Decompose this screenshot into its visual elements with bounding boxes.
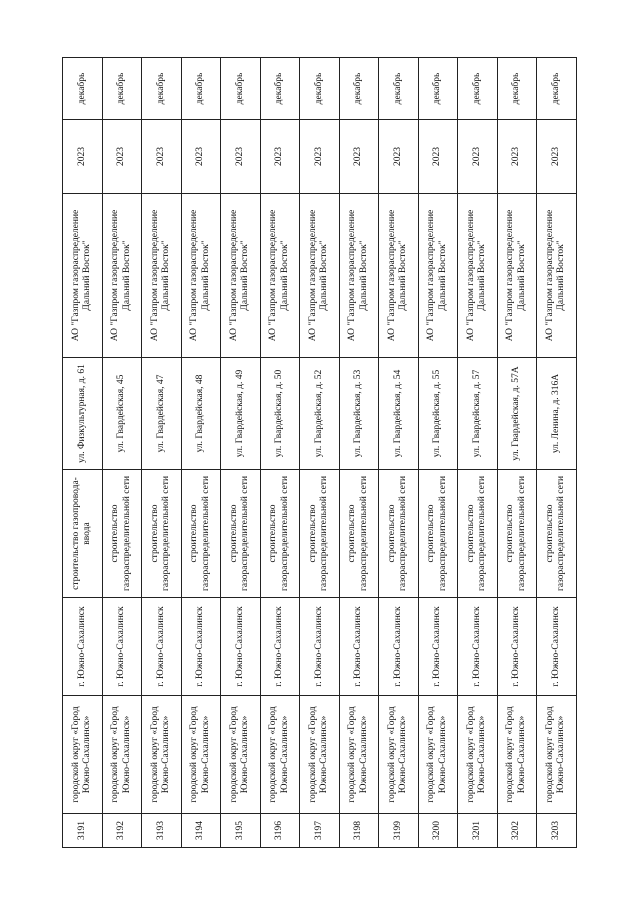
work-type-cell: строительство газораспределительной сети: [339, 470, 379, 598]
organization-cell: АО "Газпром газораспределение Дальний Восток": [458, 194, 498, 358]
work-type-cell: строительство газораспределительной сети: [142, 470, 182, 598]
locality-cell: г. Южно-Сахалинск: [221, 598, 261, 696]
work-type-cell: строительство газораспределительной сети: [260, 470, 300, 598]
year-cell: 2023: [181, 120, 221, 194]
table-row: [458, 58, 498, 848]
locality-cell: г. Южно-Сахалинск: [142, 598, 182, 696]
row-number-cell: 3195: [221, 814, 261, 848]
year-cell: 2023: [458, 120, 498, 194]
row-number-cell: 3192: [102, 814, 142, 848]
address-cell: ул. Гвардейская, д. 57А: [497, 358, 537, 470]
month-cell: декабрь: [260, 58, 300, 120]
organization-cell: АО "Газпром газораспределение Дальний Восток": [142, 194, 182, 358]
municipality-cell: городской округ «Город Южно-Сахалинск»: [102, 696, 142, 814]
year-cell: 2023: [537, 120, 577, 194]
municipality-cell: городской округ «Город Южно-Сахалинск»: [260, 696, 300, 814]
address-cell: ул. Гвардейская, д. 49: [221, 358, 261, 470]
address-cell: ул. Гвардейская, д. 55: [418, 358, 458, 470]
month-cell: декабрь: [181, 58, 221, 120]
row-number-cell: 3194: [181, 814, 221, 848]
table-row: [63, 58, 103, 848]
year-cell: 2023: [221, 120, 261, 194]
organization-cell: АО "Газпром газораспределение Дальний Восток": [300, 194, 340, 358]
organization-cell: АО "Газпром газораспределение Дальний Восток": [102, 194, 142, 358]
locality-cell: г. Южно-Сахалинск: [418, 598, 458, 696]
month-cell: декабрь: [142, 58, 182, 120]
address-cell: ул. Гвардейская, д. 52: [300, 358, 340, 470]
table-row: [418, 58, 458, 848]
work-type-cell: строительство газопровода-ввода: [63, 470, 103, 598]
address-cell: ул. Гвардейская, 47: [142, 358, 182, 470]
address-cell: ул. Гвардейская, д. 54: [379, 358, 419, 470]
municipality-cell: городской округ «Город Южно-Сахалинск»: [181, 696, 221, 814]
locality-cell: г. Южно-Сахалинск: [102, 598, 142, 696]
work-type-cell: строительство газораспределительной сети: [418, 470, 458, 598]
year-cell: 2023: [300, 120, 340, 194]
row-number-cell: 3199: [379, 814, 419, 848]
table-row: [379, 58, 419, 848]
row-number-cell: 3196: [260, 814, 300, 848]
organization-cell: АО "Газпром газораспределение Дальний Восток": [418, 194, 458, 358]
row-number-cell: 3198: [339, 814, 379, 848]
month-cell: декабрь: [339, 58, 379, 120]
row-number-cell: 3191: [63, 814, 103, 848]
address-cell: ул. Гвардейская, 48: [181, 358, 221, 470]
organization-cell: АО "Газпром газораспределение Дальний Восток": [497, 194, 537, 358]
municipality-cell: городской округ «Город Южно-Сахалинск»: [339, 696, 379, 814]
address-cell: ул. Гвардейская, д. 57: [458, 358, 498, 470]
table-row: [181, 58, 221, 848]
table-row: [102, 58, 142, 848]
gas-network-table: [62, 57, 577, 848]
locality-cell: г. Южно-Сахалинск: [379, 598, 419, 696]
table-row: [537, 58, 577, 848]
organization-cell: АО "Газпром газораспределение Дальний Восток": [260, 194, 300, 358]
table-row: [142, 58, 182, 848]
month-cell: декабрь: [497, 58, 537, 120]
table-row: [300, 58, 340, 848]
year-cell: 2023: [260, 120, 300, 194]
municipality-cell: городской округ «Город Южно-Сахалинск»: [379, 696, 419, 814]
month-cell: декабрь: [102, 58, 142, 120]
year-cell: 2023: [339, 120, 379, 194]
organization-cell: АО "Газпром газораспределение Дальний Восток": [339, 194, 379, 358]
municipality-cell: городской округ «Город Южно-Сахалинск»: [497, 696, 537, 814]
row-number-cell: 3202: [497, 814, 537, 848]
month-cell: декабрь: [221, 58, 261, 120]
locality-cell: г. Южно-Сахалинск: [260, 598, 300, 696]
table-row: [260, 58, 300, 848]
work-type-cell: строительство газораспределительной сети: [379, 470, 419, 598]
work-type-cell: строительство газораспределительной сети: [458, 470, 498, 598]
locality-cell: г. Южно-Сахалинск: [458, 598, 498, 696]
table-row: [339, 58, 379, 848]
year-cell: 2023: [142, 120, 182, 194]
organization-cell: АО "Газпром газораспределение Дальний Восток": [181, 194, 221, 358]
work-type-cell: строительство газораспределительной сети: [221, 470, 261, 598]
municipality-cell: городской округ «Город Южно-Сахалинск»: [63, 696, 103, 814]
organization-cell: АО "Газпром газораспределение Дальний Восток": [379, 194, 419, 358]
row-number-cell: 3201: [458, 814, 498, 848]
work-type-cell: строительство газораспределительной сети: [102, 470, 142, 598]
month-cell: декабрь: [458, 58, 498, 120]
address-cell: ул. Гвардейская, д. 50: [260, 358, 300, 470]
municipality-cell: городской округ «Город Южно-Сахалинск»: [221, 696, 261, 814]
rotated-table-wrapper: [62, 58, 576, 848]
work-type-cell: строительство газораспределительной сети: [537, 470, 577, 598]
organization-cell: АО "Газпром газораспределение Дальний Восток": [63, 194, 103, 358]
municipality-cell: городской округ «Город Южно-Сахалинск»: [418, 696, 458, 814]
work-type-cell: строительство газораспределительной сети: [181, 470, 221, 598]
year-cell: 2023: [379, 120, 419, 194]
locality-cell: г. Южно-Сахалинск: [63, 598, 103, 696]
work-type-cell: строительство газораспределительной сети: [300, 470, 340, 598]
month-cell: декабрь: [537, 58, 577, 120]
address-cell: ул. Гвардейская, 45: [102, 358, 142, 470]
locality-cell: г. Южно-Сахалинск: [300, 598, 340, 696]
month-cell: декабрь: [63, 58, 103, 120]
locality-cell: г. Южно-Сахалинск: [497, 598, 537, 696]
municipality-cell: городской округ «Город Южно-Сахалинск»: [300, 696, 340, 814]
municipality-cell: городской округ «Город Южно-Сахалинск»: [537, 696, 577, 814]
table-body: [63, 58, 577, 848]
municipality-cell: городской округ «Город Южно-Сахалинск»: [142, 696, 182, 814]
municipality-cell: городской округ «Город Южно-Сахалинск»: [458, 696, 498, 814]
month-cell: декабрь: [379, 58, 419, 120]
year-cell: 2023: [418, 120, 458, 194]
row-number-cell: 3200: [418, 814, 458, 848]
address-cell: ул. Физкультурная, д. 61: [63, 358, 103, 470]
year-cell: 2023: [102, 120, 142, 194]
work-type-cell: строительство газораспределительной сети: [497, 470, 537, 598]
locality-cell: г. Южно-Сахалинск: [181, 598, 221, 696]
year-cell: 2023: [63, 120, 103, 194]
row-number-cell: 3203: [537, 814, 577, 848]
year-cell: 2023: [497, 120, 537, 194]
locality-cell: г. Южно-Сахалинск: [339, 598, 379, 696]
address-cell: ул. Ленина, д. 316А: [537, 358, 577, 470]
month-cell: декабрь: [300, 58, 340, 120]
row-number-cell: 3193: [142, 814, 182, 848]
table-row: [221, 58, 261, 848]
month-cell: декабрь: [418, 58, 458, 120]
organization-cell: АО "Газпром газораспределение Дальний Восток": [537, 194, 577, 358]
table-row: [497, 58, 537, 848]
organization-cell: АО "Газпром газораспределение Дальний Восток": [221, 194, 261, 358]
address-cell: ул. Гвардейская, д. 53: [339, 358, 379, 470]
locality-cell: г. Южно-Сахалинск: [537, 598, 577, 696]
row-number-cell: 3197: [300, 814, 340, 848]
